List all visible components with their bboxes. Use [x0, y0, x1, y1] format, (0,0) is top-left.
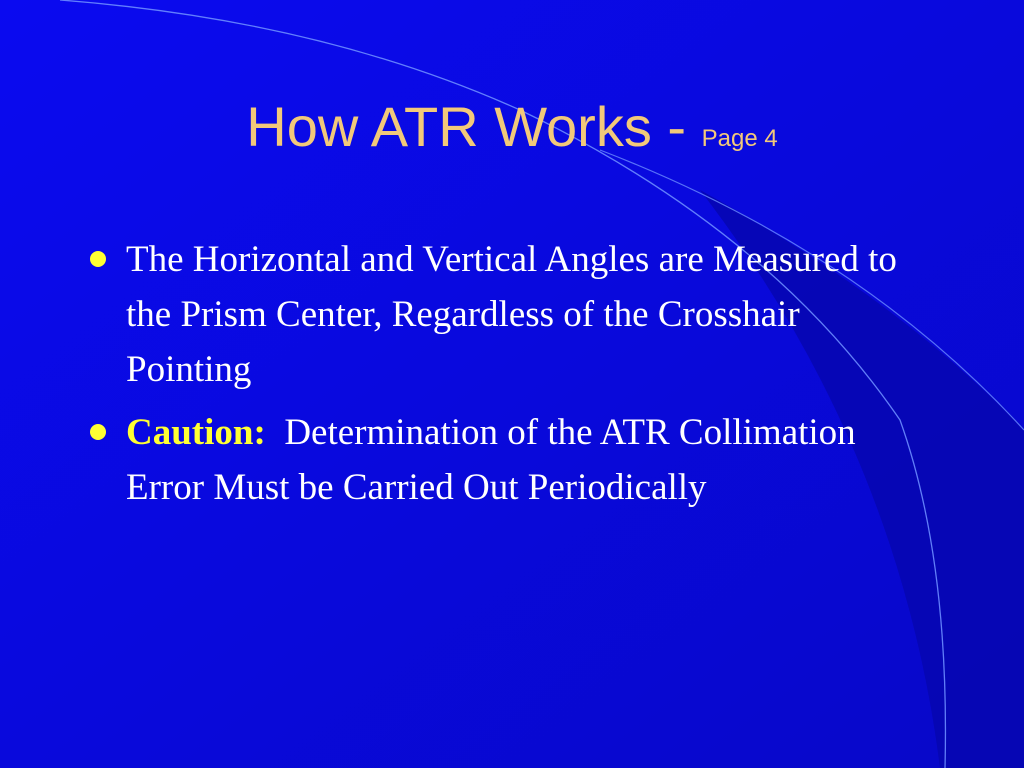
slide-title [0, 96, 1024, 158]
slide-title-page: Page 4 [701, 125, 778, 152]
bullet-item [86, 232, 906, 397]
caution-label: Caution: [126, 412, 266, 453]
bullet-list [86, 232, 906, 523]
slide-title-main: How ATR Works - [246, 95, 702, 158]
bullet-dot-icon [90, 251, 106, 267]
bullet-text: Determination of the ATR Collimation Error Must be Carried Out Periodically [126, 412, 856, 508]
bullet-text: The Horizontal and Vertical Angles are Measured to the Prism Center, Regardless of the Crosshair Pointing [126, 239, 897, 390]
bullet-dot-icon [90, 424, 106, 440]
bullet-item [86, 405, 906, 515]
